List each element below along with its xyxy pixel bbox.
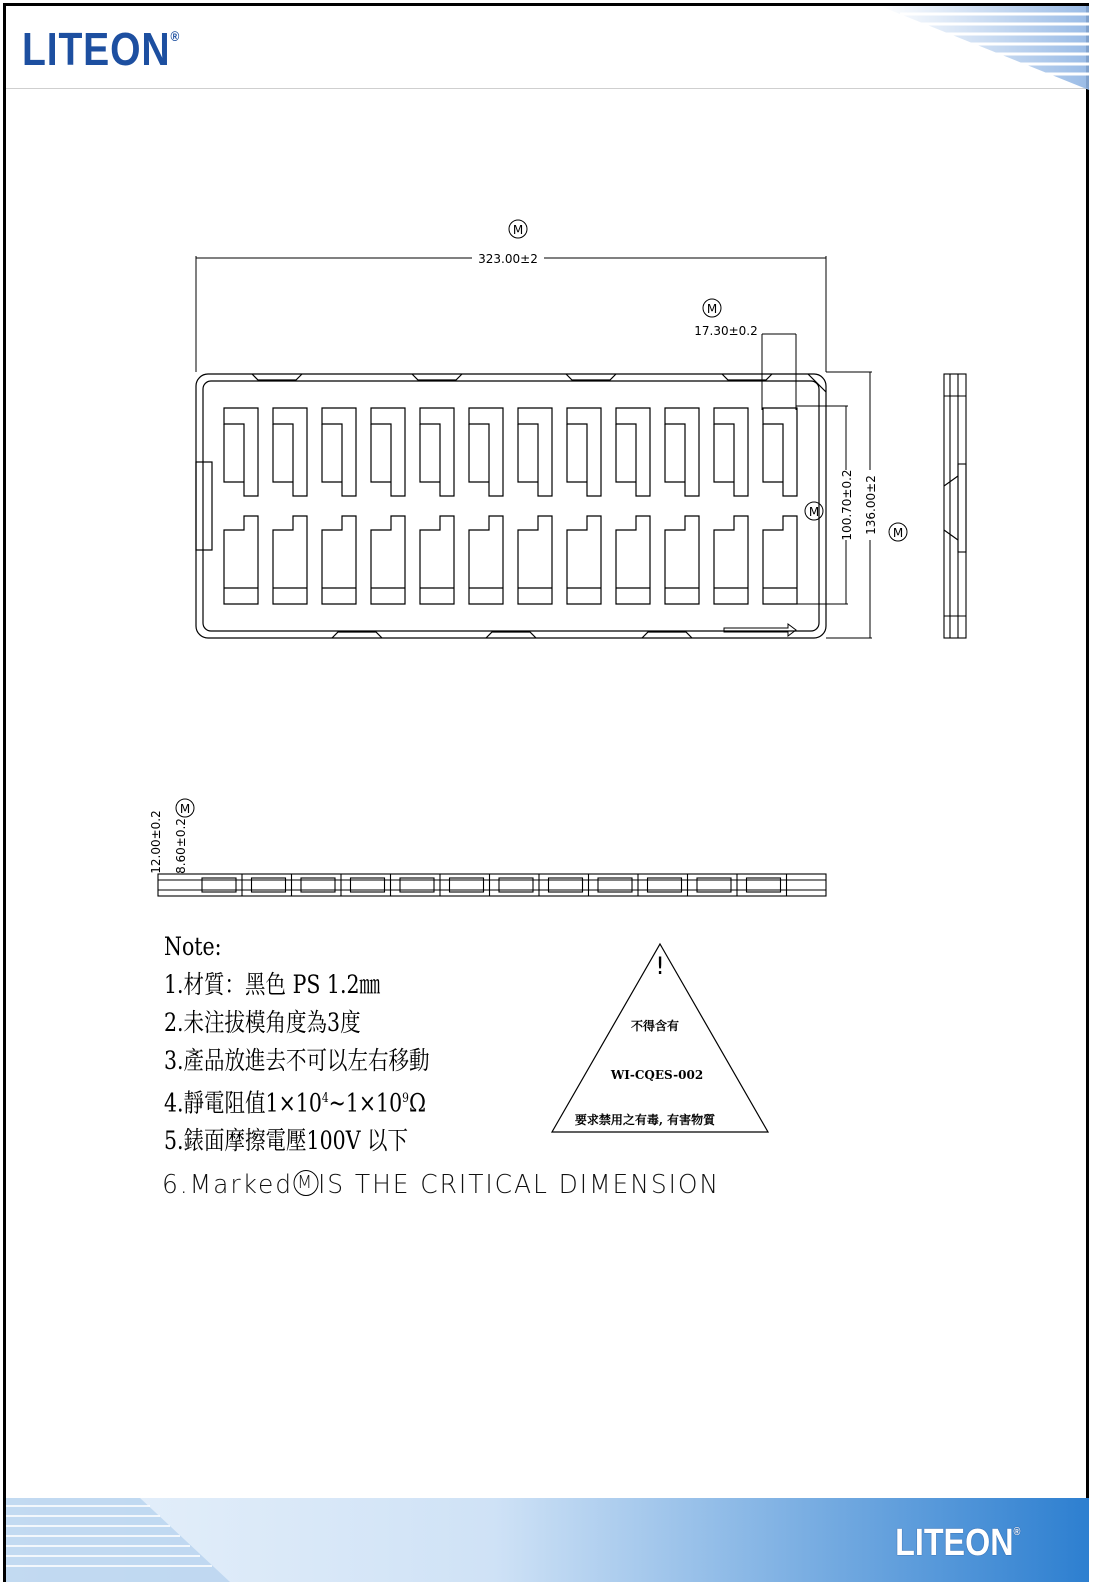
pocket-outline — [224, 408, 258, 496]
pocket-array — [224, 408, 797, 604]
warning-line-1: 不得含有 — [630, 1019, 680, 1033]
dim-mark-m: M — [512, 223, 524, 237]
pocket-outline — [518, 424, 538, 482]
dim-8-60: 8.60±0.2 — [174, 818, 188, 874]
pocket-outline — [616, 516, 650, 604]
pocket-outline — [371, 516, 405, 604]
dim-mark-m: M — [706, 302, 718, 316]
pocket-outline — [714, 516, 748, 604]
pocket-outline — [616, 408, 650, 496]
pocket-outline — [371, 408, 405, 496]
pocket-outline — [420, 424, 440, 482]
pocket-outline — [322, 424, 342, 482]
pocket-outline — [763, 516, 797, 604]
pocket-outline — [714, 408, 748, 496]
pocket-outline — [469, 424, 489, 482]
pocket-outline — [518, 516, 552, 604]
dim-136: 136.00±2 — [864, 475, 878, 535]
pocket-outline — [665, 516, 699, 604]
pocket-outline — [567, 424, 587, 482]
note-3: 3.產品放進去不可以左右移動 — [164, 1046, 430, 1075]
pocket-outline — [322, 516, 356, 604]
note-4: 4.靜電阻值$1\times 10^4\sim 1\times 10^9\Omega$ — [164, 1088, 426, 1118]
pocket-outline — [322, 408, 356, 496]
pocket-outline — [420, 516, 454, 604]
notes-title: Note: — [164, 932, 222, 961]
pocket-outline — [763, 424, 783, 482]
pocket-outline — [714, 424, 734, 482]
pocket-outline — [273, 424, 293, 482]
pocket-outline — [567, 408, 601, 496]
pocket-outline — [420, 408, 454, 496]
dim-12: 12.00±0.2 — [149, 810, 163, 874]
dim-mark-m: M — [179, 802, 191, 816]
exclamation-icon: ! — [655, 952, 665, 980]
pocket-outline — [665, 424, 685, 482]
critical-mark-icon: M — [293, 1170, 318, 1196]
pocket-outline — [567, 516, 601, 604]
liteon-logo: LITEON® — [22, 23, 181, 75]
pocket-outline — [273, 408, 307, 496]
notes-block — [164, 928, 488, 1160]
pocket-outline — [224, 516, 258, 604]
dim-323: 323.00±2 — [478, 252, 538, 266]
tray-outline — [196, 374, 826, 638]
note-6: 6.Marked M IS THE CRITICAL DIMENSION — [162, 1170, 721, 1200]
dim-17-30: 17.30±0.2 — [694, 324, 758, 338]
pocket-outline — [616, 424, 636, 482]
pocket-outline — [371, 424, 391, 482]
pocket-outline — [665, 408, 699, 496]
warning-line-2: WI-CQES-002 — [610, 1068, 704, 1082]
note-1: 1.材質：黑色 PS 1.2㎜ — [164, 970, 381, 999]
pocket-outline — [518, 408, 552, 496]
header-stripes — [880, 6, 1089, 90]
dim-mark-m: M — [892, 526, 904, 540]
note-2: 2.未注拔模角度為3度 — [164, 1008, 361, 1037]
pocket-outline — [224, 424, 244, 482]
dim-mark-m: M — [808, 505, 820, 519]
pocket-outline — [273, 516, 307, 604]
pocket-outline — [763, 408, 797, 496]
dim-overall-length — [196, 220, 826, 372]
tray-top-view — [196, 374, 826, 638]
liteon-logo-footer: LITEON® — [894, 1522, 1020, 1564]
warning-line-3: 要求禁用之有毒, 有害物質 — [574, 1113, 716, 1127]
dim-100-70: 100.70±0.2 — [840, 469, 854, 541]
pocket-outline — [469, 408, 503, 496]
note-5: 5.錶面摩擦電壓100V 以下 — [164, 1126, 409, 1156]
tray-side-view — [158, 874, 826, 896]
pocket-outline — [469, 516, 503, 604]
tray-end-view — [944, 374, 966, 638]
